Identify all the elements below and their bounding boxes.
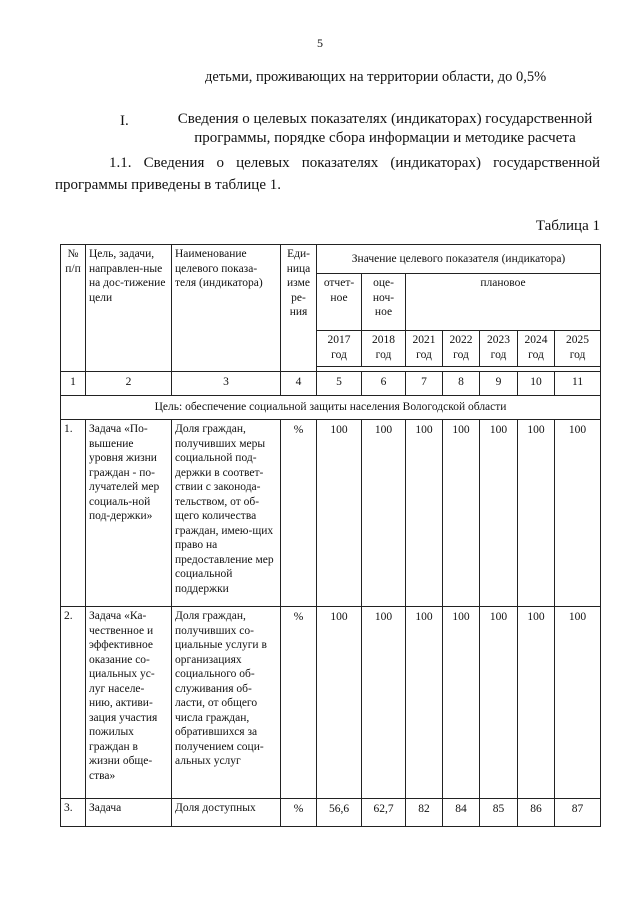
- row-value: 62,7: [362, 799, 406, 827]
- row-value: 100: [443, 607, 480, 799]
- goal-row: Цель: обеспечение социальной защиты населения Вологодской области: [61, 396, 601, 420]
- header-year: 2025 год: [555, 331, 601, 367]
- row-value: 84: [443, 799, 480, 827]
- row-value: 85: [480, 799, 518, 827]
- section-number: I.: [120, 113, 129, 129]
- header-year: 2018 год: [362, 331, 406, 367]
- row-task: Задача «Ка-чественное и эффективное оказание со-циальных ус-луг населе-нию, активи-зация участия пожилых граждан в жизни обще-ства»: [86, 607, 172, 799]
- header-estimated: оце-ноч-ное: [362, 274, 406, 331]
- row-value: 100: [555, 420, 601, 607]
- table-row: [61, 799, 601, 827]
- row-value: 82: [406, 799, 443, 827]
- row-value: 100: [406, 607, 443, 799]
- intro-paragraph: 1.1. Сведения о целевых показателях (индикаторах) государственной программы приведены в таблице 1.: [55, 155, 600, 193]
- row-num: 3.: [61, 799, 86, 827]
- header-year: 2024 год: [518, 331, 555, 367]
- header-year: 2023 год: [480, 331, 518, 367]
- index-cell: 2: [86, 372, 172, 396]
- row-value: 87: [555, 799, 601, 827]
- row-value: 100: [518, 607, 555, 799]
- index-cell: 8: [443, 372, 480, 396]
- table-row: [61, 420, 601, 607]
- section-title: [160, 110, 610, 148]
- row-indicator: Доля граждан, получивших со-циальные услуги в организациях социального об-служивания об-ласти, от общего числа граждан, обратившихся за получением соци-альных услуг: [172, 607, 281, 799]
- section-title-line-2: программы, порядке сбора информации и методике расчета: [194, 130, 576, 146]
- index-cell: 3: [172, 372, 281, 396]
- row-value: 100: [362, 607, 406, 799]
- header-year: 2022 год: [443, 331, 480, 367]
- index-cell: 7: [406, 372, 443, 396]
- section-title-line-1: Сведения о целевых показателях (индикаторах) государственной: [177, 111, 593, 127]
- index-cell: 1: [61, 372, 86, 396]
- header-value-group: Значение целевого показателя (индикатора): [317, 245, 601, 274]
- header-planned: плановое: [406, 274, 601, 331]
- header-goal: Цель, задачи, направлен-ные на дос-тижение цели: [86, 245, 172, 372]
- row-value: 100: [362, 420, 406, 607]
- row-unit: %: [281, 607, 317, 799]
- header-unit: Еди-ница изме ре-ния: [281, 245, 317, 372]
- row-num: 2.: [61, 607, 86, 799]
- index-cell: 9: [480, 372, 518, 396]
- row-value: 100: [317, 420, 362, 607]
- row-value: 100: [555, 607, 601, 799]
- row-value: 86: [518, 799, 555, 827]
- row-unit: %: [281, 799, 317, 827]
- table-row: [61, 607, 601, 799]
- row-indicator: Доля доступных: [172, 799, 281, 827]
- row-task: Задача: [86, 799, 172, 827]
- row-value: 100: [480, 607, 518, 799]
- row-task: Задача «По-вышение уровня жизни граждан - по-лучателей мер социаль-ной под-держки»: [86, 420, 172, 607]
- header-year: 2021 год: [406, 331, 443, 367]
- header-num: № п/п: [61, 245, 86, 372]
- intro-line: детьми, проживающих на территории области, до 0,5%: [205, 69, 547, 85]
- index-cell: 6: [362, 372, 406, 396]
- table-label: Таблица 1: [535, 218, 600, 234]
- header-indicator: Наименование целевого показа-теля (индикатора): [172, 245, 281, 372]
- row-value: 100: [480, 420, 518, 607]
- index-cell: 5: [317, 372, 362, 396]
- header-year: 2017 год: [317, 331, 362, 367]
- row-value: 100: [518, 420, 555, 607]
- indicators-table: [60, 244, 601, 827]
- row-value: 100: [406, 420, 443, 607]
- row-value: 56,6: [317, 799, 362, 827]
- row-value: 100: [317, 607, 362, 799]
- index-cell: 4: [281, 372, 317, 396]
- row-value: 100: [443, 420, 480, 607]
- row-num: 1.: [61, 420, 86, 607]
- page-number: 5: [317, 36, 323, 50]
- index-cell: 11: [555, 372, 601, 396]
- header-reported: отчет-ное: [317, 274, 362, 331]
- row-unit: %: [281, 420, 317, 607]
- row-indicator: Доля граждан, получивших меры социальной под-держки в соответ-ствии с законода-тельством, от об-щего количества граждан, имею-щих право на предоставление мер социальной поддержки: [172, 420, 281, 607]
- index-cell: 10: [518, 372, 555, 396]
